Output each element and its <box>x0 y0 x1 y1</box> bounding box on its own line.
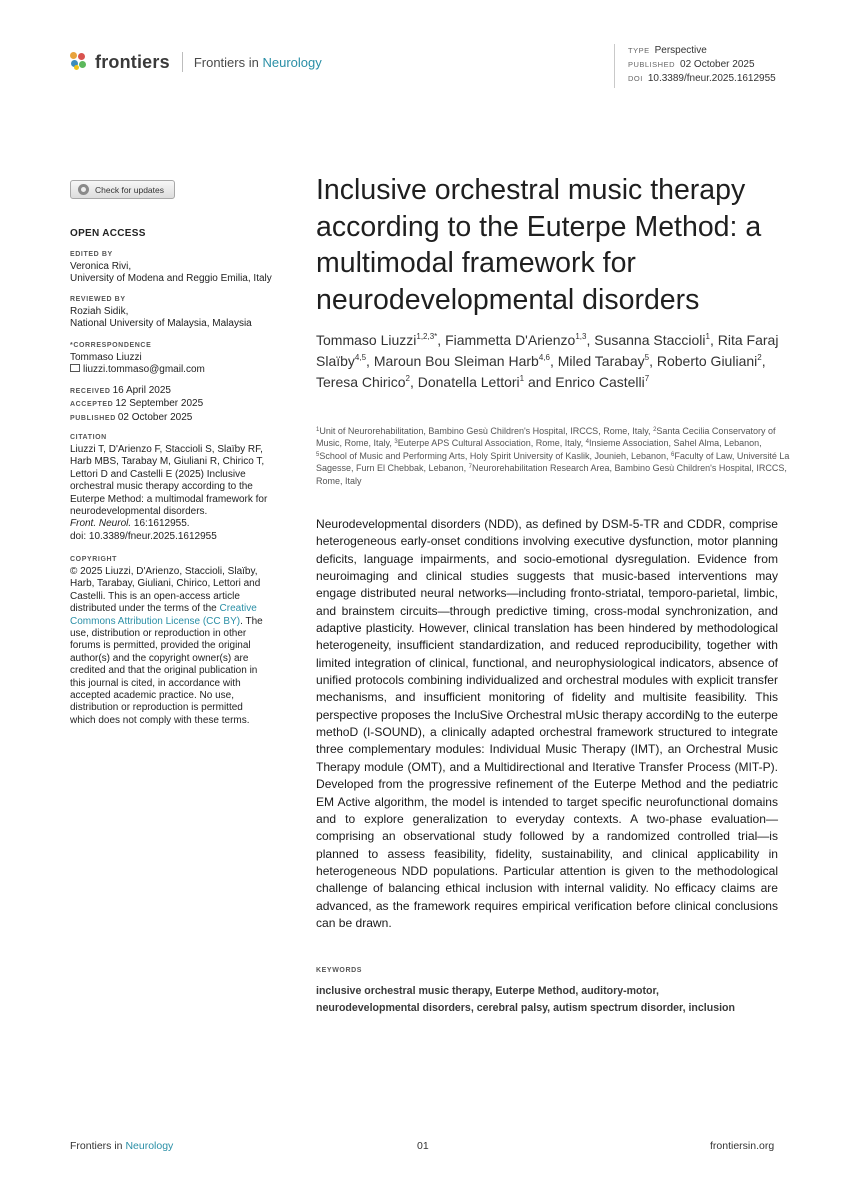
affiliation-number: 3 <box>394 439 398 446</box>
author-affiliation-ref: 1,3 <box>575 332 587 341</box>
correspondence-email[interactable]: liuzzi.tommaso@gmail.com <box>83 364 205 376</box>
open-access-label: OPEN ACCESS <box>70 228 146 239</box>
meta-type: TYPE Perspective <box>628 45 707 56</box>
author-name[interactable]: Teresa Chirico <box>316 374 406 390</box>
article-meta <box>614 44 776 88</box>
license-link-cont[interactable]: Commons Attribution License (CC BY) <box>70 615 241 627</box>
correspondence-section: *CORRESPONDENCE Tommaso Liuzzi liuzzi.tommaso@gmail.com <box>70 342 205 376</box>
meta-doi: DOI 10.3389/fneur.2025.1612955 <box>628 73 776 84</box>
author-affiliation-ref: 7 <box>644 374 650 383</box>
affiliation-number: 5 <box>316 451 320 458</box>
affiliation-number: 1 <box>316 427 320 433</box>
license-link[interactable]: Creative <box>219 603 257 615</box>
affiliation-number: 4 <box>585 439 590 446</box>
affiliation-text: Euterpe APS Cultural Association, Rome, Italy, <box>397 438 584 449</box>
update-icon <box>78 184 89 195</box>
author-name[interactable]: Miled Tarabay <box>557 353 645 369</box>
affiliation-number: 6 <box>671 451 675 458</box>
email-icon <box>70 364 80 372</box>
logo-wordmark: frontiers <box>95 51 170 72</box>
page-number: 01 <box>417 1140 429 1152</box>
affiliation-number: 2 <box>653 427 657 433</box>
edited-by-section: EDITED BY Veronica Rivi, University of Modena and Reggio Emilia, Italy <box>70 251 272 285</box>
keywords: inclusive orchestral music therapy, Euterpe Method, auditory-motor, neurodevelopmental disorders, cerebral palsy, autism spectrum disorder, inclusion <box>316 985 735 1014</box>
affiliations <box>316 425 791 487</box>
affiliation-text: Insieme Association, Sahel Alma, Lebanon, <box>589 438 762 449</box>
frontiers-logo-icon <box>70 52 90 72</box>
author-name[interactable]: Roberto Giuliani <box>656 353 758 369</box>
author-list: Tommaso Liuzzi$^{1,2,3*}$, Fiammetta D'Arienzo$^{1,3}$, Susanna Staccioli$^1$, Rita Faraj Slaïby$^{4,5}$, Maroun Bou Sleiman Harb$^{4,6}$, Miled Tarabay$^5$, Roberto Giuliani$^2$, Teresa Chirico$^2$, Donatella Lettori$^1$ and Enrico Castelli$^7$ <box>316 332 779 390</box>
doi-link[interactable]: 10.3389/fneur.2025.1612955 <box>647 73 776 84</box>
author-affiliation-ref: 4,6 <box>538 353 550 362</box>
author-name[interactable]: Susanna Staccioli <box>594 332 706 348</box>
affiliation-text: Faculty of Law, Université La Sagesse, Furn El Chebbak, Lebanon, <box>316 450 790 474</box>
citation-doi[interactable]: doi: 10.3389/fneur.2025.1612955 <box>70 530 217 542</box>
author-affiliation-ref: 1,2,3* <box>416 332 438 341</box>
affiliation-text: Unit of Neurorehabilitation, Bambino Gesù Children's Hospital, IRCCS, Rome, Italy, <box>319 426 651 436</box>
logo-divider <box>182 52 183 72</box>
reviewed-by-section: REVIEWED BY Roziah Sidik, National University of Malaysia, Malaysia <box>70 296 252 330</box>
affiliation-text: School of Music and Performing Arts, Holy Spirit University of Kaslik, Jounieh, Lebanon, <box>319 450 669 461</box>
footer-journal[interactable]: Frontiers in Neurology <box>70 1140 174 1152</box>
author-name[interactable]: Enrico Castelli <box>555 374 645 390</box>
abstract: Neurodevelopmental disorders (NDD), as defined by DSM-5-TR and CDDR, comprise heterogeneous early-onset conditions involving executive dysfunction, motor planning deficits, language impairments, and socio-emotional dysregulation. Evidence from neuroimaging and clinical studies suggests that music-based interventions may engage distributed neural networks—including fronto-striatal, temporo-parietal, limbic, and brainstem circuits—through predictive timing, cross-modal synchronization, and adaptive plasticity. However, clinical translation has been hindered by methodological heterogeneity, insufficient standardization, and reduced reproducibility, together with limited integration of clinical, functional, and neurophysiological indicators, absence of unified protocols combining individualized and orchestral modules with explicit transfer mechanisms, and insufficient monitoring of fidelity and multisite feasibility. This perspective proposes the IncluSive Orchestral mUsic therapy accordiNg to the euterpe methoD (I-SOUND), a clinically adapted orchestral framework structured to integrate three complementary modules: Individual Music Therapy (IMT), an Orchestral Music Therapy module (OMT), and a Multidirectional and Iterative Transfer Process (MIT-P). Developed from the progressive refinement of the Euterpe Method and the pediatric EM Active algorithm, the model is intended to target specific neurofunctional domains and to explore generalization to everyday contexts. A two-phase evaluation—comprising an observational study followed by a randomized controlled trial—is planned to assess feasibility, fidelity, sustainability, and clinical applicability in heterogeneous NDD populations. Particular attention is given to the methodological challenge of balancing ethical inclusion with internal validity. No efficacy claims are advanced, as the framework requires empirical verification before clinical conclusions can be drawn. <box>316 517 778 930</box>
author-name[interactable]: Fiammetta D'Arienzo <box>445 332 576 348</box>
article-title: Inclusive orchestral music therapy according to the Euterpe Method: a multimodal framework for neurodevelopmental disorders <box>316 174 762 316</box>
author-affiliation-ref: 5 <box>644 353 650 362</box>
check-for-updates-button[interactable]: Check for updates <box>70 180 175 199</box>
author-name[interactable]: Tommaso Liuzzi <box>316 332 417 348</box>
author-affiliation-ref: 1 <box>705 332 710 341</box>
author-affiliation-ref: 2 <box>405 374 410 383</box>
keywords-label: KEYWORDS <box>316 967 363 974</box>
author-affiliation-ref: 4,5 <box>354 353 367 362</box>
footer-site-link[interactable]: frontiersin.org <box>710 1140 775 1152</box>
author-affiliation-ref: 1 <box>519 374 525 383</box>
copyright-section: COPYRIGHT © 2025 Liuzzi, D'Arienzo, Staccioli, Slaïby, Harb, Tarabay, Giuliani, Chirico, Lettori and Castelli. This is an open-access article distributed under the terms of the Creative Commons Attribution License (CC BY). The use, distribution or reproduction in other forums is permitted, provided the original author(s) and the copyright owner(s) are credited and that the original publication in this journal is cited, in accordance with accepted academic practice. No use, distribution or reproduction is permitted which does not comply with these terms. <box>70 556 263 726</box>
journal-name[interactable]: Frontiers in Neurology <box>193 54 322 70</box>
meta-published: PUBLISHED 02 October 2025 <box>628 59 755 70</box>
author-name[interactable]: Rita Faraj Slaïby <box>316 332 779 369</box>
affiliation-number: 7 <box>468 464 472 471</box>
author-name[interactable]: Donatella Lettori <box>417 374 520 390</box>
affiliation-text: Neurorehabilitation Research Area, Bambino Gesù Children's Hospital, IRCCS, Rome, Italy <box>316 463 787 486</box>
citation-section: CITATION Liuzzi T, D'Arienzo F, Staccioli S, Slaïby RF, Harb MBS, Tarabay M, Giuliani R, Chirico T, Lettori D and Castelli E (2025) Inclusive orchestral music therapy according to the Euterpe Method: a multimodal framework for neurodevelopmental disorders. Front. Neurol. 16:1612955. doi: 10.3389/fneur.2025.1612955 <box>70 433 288 543</box>
author-affiliation-ref: 2 <box>757 353 762 362</box>
affiliation-text: Santa Cecilia Conservatory of Music, Rome, Italy, <box>316 426 776 449</box>
dates-section: RECEIVED 16 April 2025 ACCEPTED 12 September 2025 PUBLISHED 02 October 2025 <box>70 385 204 423</box>
author-name[interactable]: Maroun Bou Sleiman Harb <box>373 353 539 369</box>
frontiers-logo[interactable] <box>70 50 322 74</box>
